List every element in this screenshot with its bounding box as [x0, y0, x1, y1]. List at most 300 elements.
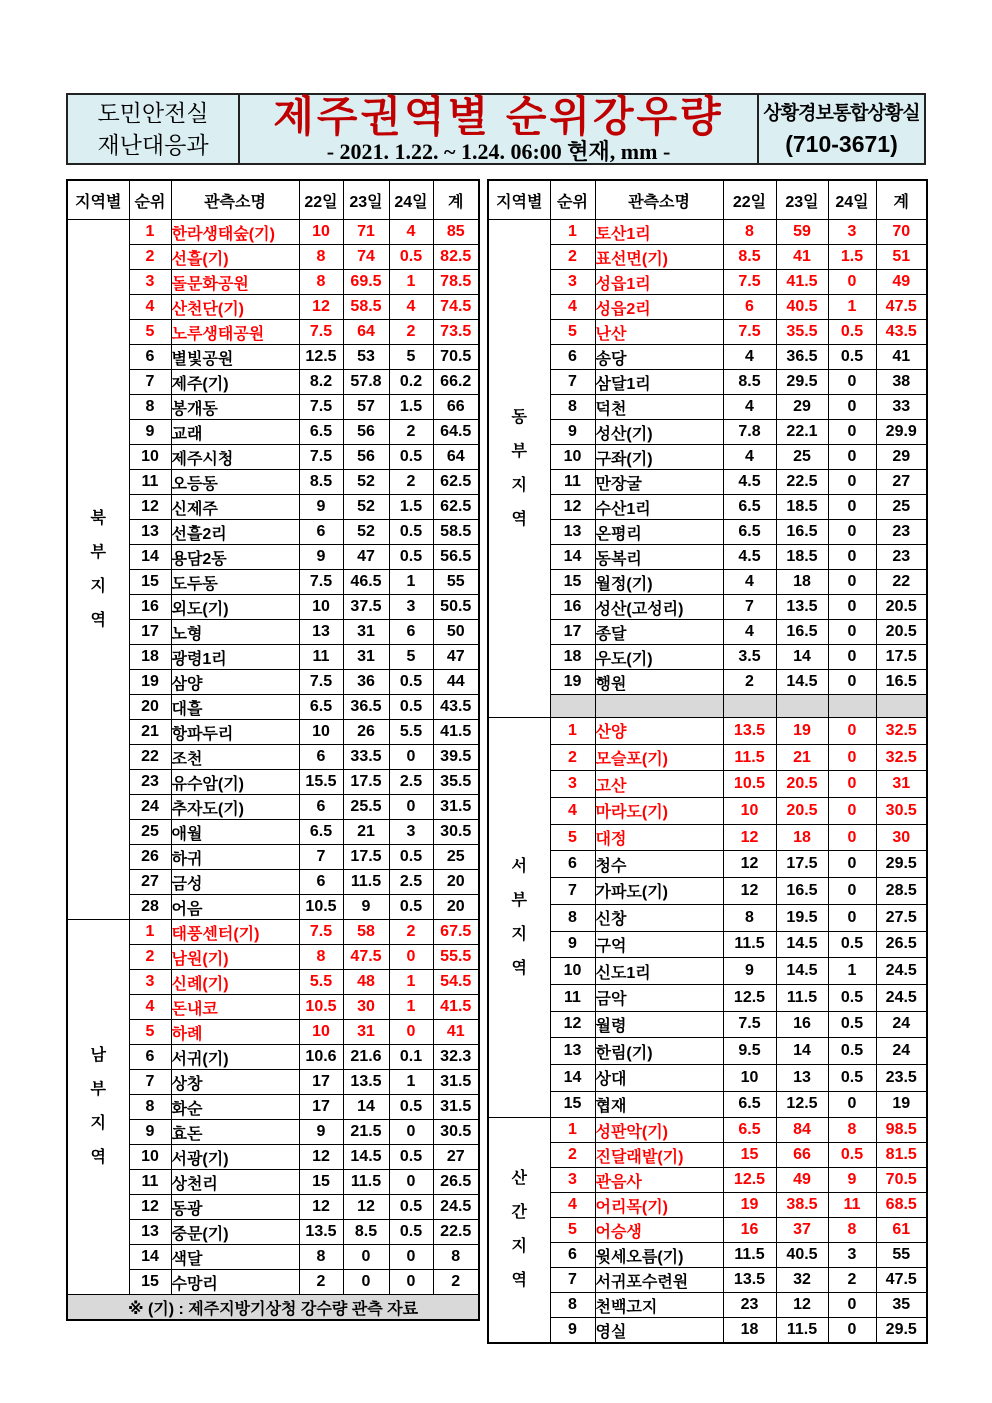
table-row	[488, 1218, 927, 1243]
rank-cell: 7	[550, 878, 595, 905]
table-row	[67, 945, 479, 970]
day22-cell: 8	[299, 270, 343, 295]
total-cell: 85	[433, 220, 479, 245]
table-row	[488, 904, 927, 931]
day22-cell: 9	[723, 958, 776, 985]
station-name-cell: 산천단(기)	[171, 295, 299, 320]
station-name-cell: 협재	[595, 1091, 723, 1118]
day23-cell: 14	[776, 645, 828, 670]
table-row	[488, 445, 927, 470]
day22-cell: 8	[723, 220, 776, 245]
day23-cell: 37	[776, 1218, 828, 1243]
day24-cell: 0	[389, 1020, 433, 1045]
rank-cell: 5	[550, 1218, 595, 1243]
rank-cell: 2	[550, 744, 595, 771]
table-row	[488, 295, 927, 320]
day23-cell: 25	[776, 445, 828, 470]
day23-cell: 17.5	[343, 770, 389, 795]
station-name-cell: 추자도(기)	[171, 795, 299, 820]
day24-cell: 0.5	[389, 670, 433, 695]
table-row	[488, 744, 927, 771]
day23-cell: 18	[776, 570, 828, 595]
day24-cell: 0.5	[389, 695, 433, 720]
day22-cell: 7.5	[299, 320, 343, 345]
station-name-cell: 별빛공원	[171, 345, 299, 370]
day24-cell: 0	[828, 670, 876, 695]
total-cell: 58.5	[433, 520, 479, 545]
region-column-header: 지역별	[488, 180, 550, 220]
day24-cell: 8	[828, 1118, 876, 1143]
day24-cell: 0	[828, 495, 876, 520]
day24-cell: 0	[389, 745, 433, 770]
day22-cell: 11.5	[723, 1243, 776, 1268]
day23-cell: 52	[343, 470, 389, 495]
day22-cell: 7.5	[723, 1011, 776, 1038]
day24-cell: 0	[828, 718, 876, 745]
day22-cell: 7.8	[723, 420, 776, 445]
table-row	[488, 1293, 927, 1318]
day22-cell: 9.5	[723, 1038, 776, 1065]
station-name-cell: 온평리	[595, 520, 723, 545]
rank-cell: 2	[129, 945, 171, 970]
table-row	[67, 995, 479, 1020]
rank-cell: 24	[129, 795, 171, 820]
rank-cell: 9	[129, 420, 171, 445]
total-cell: 8	[433, 1245, 479, 1270]
region-column-header: 지역별	[67, 180, 129, 220]
station-name-cell: 한라생태숲(기)	[171, 220, 299, 245]
total-cell: 29.5	[876, 851, 927, 878]
table-row	[488, 878, 927, 905]
day22-cell: 2	[723, 670, 776, 695]
day24-cell: 0.5	[828, 320, 876, 345]
day23-cell: 21	[343, 820, 389, 845]
day24-cell: 0	[828, 270, 876, 295]
station-name-cell: 유수암(기)	[171, 770, 299, 795]
rank-cell: 1	[129, 920, 171, 945]
total-cell: 68.5	[876, 1193, 927, 1218]
day22-cell: 10.5	[723, 771, 776, 798]
station-name-cell: 성읍2리	[595, 295, 723, 320]
day23-cell: 13.5	[776, 595, 828, 620]
day24-cell: 0	[389, 1245, 433, 1270]
day22-cell: 10	[299, 595, 343, 620]
rank-cell: 2	[129, 245, 171, 270]
day23-cell: 40.5	[776, 295, 828, 320]
total-cell: 22.5	[433, 1220, 479, 1245]
station-name-cell: 외도(기)	[171, 595, 299, 620]
day24-cell: 0.5	[828, 1011, 876, 1038]
day22-cell: 9	[299, 495, 343, 520]
total-cell: 39.5	[433, 745, 479, 770]
day22-cell: 12	[723, 851, 776, 878]
day23-cell: 19.5	[776, 904, 828, 931]
station-name-cell: 노루생태공원	[171, 320, 299, 345]
day23-cell: 41	[776, 245, 828, 270]
table-row	[488, 245, 927, 270]
table-row	[67, 595, 479, 620]
office-name: 상황경보통합상황실	[763, 103, 920, 124]
rank-cell: 3	[550, 1168, 595, 1193]
station-name-cell: 선흘(기)	[171, 245, 299, 270]
total-cell: 70.5	[433, 345, 479, 370]
day22-cell: 13	[299, 620, 343, 645]
day22-cell: 8.5	[723, 370, 776, 395]
day22-cell: 4	[723, 395, 776, 420]
day22-cell: 8	[299, 1245, 343, 1270]
rank-column-header: 순위	[550, 180, 595, 220]
station-name-cell: 조천	[171, 745, 299, 770]
day23-cell: 26	[343, 720, 389, 745]
right-rainfall-table	[487, 179, 928, 1344]
day24-cell: 0	[828, 771, 876, 798]
day23-cell: 36	[343, 670, 389, 695]
day22-cell: 5.5	[299, 970, 343, 995]
total-cell: 29.9	[876, 420, 927, 445]
total-cell: 27	[433, 1145, 479, 1170]
table-row	[488, 495, 927, 520]
total-column-header: 계	[876, 180, 927, 220]
rank-cell: 1	[550, 1118, 595, 1143]
day23-cell: 29.5	[776, 370, 828, 395]
table-row	[488, 370, 927, 395]
total-cell: 20	[433, 895, 479, 920]
day23-cell: 14	[776, 1038, 828, 1065]
day22-cell: 15	[299, 1170, 343, 1195]
table-row	[488, 984, 927, 1011]
table-row	[67, 295, 479, 320]
day24-cell: 1	[828, 958, 876, 985]
day23-column-header: 23일	[343, 180, 389, 220]
rank-cell: 15	[129, 570, 171, 595]
station-name-cell: 돌문화공원	[171, 270, 299, 295]
contact-cell	[757, 95, 924, 163]
table-row	[67, 1195, 479, 1220]
rank-cell: 3	[550, 270, 595, 295]
table-row	[488, 1318, 927, 1344]
day24-cell: 0	[828, 824, 876, 851]
total-cell: 51	[876, 245, 927, 270]
page-subtitle: - 2021. 1.22. ~ 1.24. 06:00 현재, mm -	[326, 139, 671, 164]
rank-cell: 1	[550, 220, 595, 245]
day24-cell: 0	[828, 878, 876, 905]
rank-cell: 9	[550, 420, 595, 445]
table-row	[67, 1270, 479, 1295]
day22-cell: 4	[723, 445, 776, 470]
table-row	[67, 470, 479, 495]
station-name-cell: 송당	[595, 345, 723, 370]
day23-cell: 31	[343, 620, 389, 645]
day23-cell: 13	[776, 1064, 828, 1091]
rank-cell: 3	[550, 771, 595, 798]
total-cell: 82.5	[433, 245, 479, 270]
day22-cell: 7.5	[299, 395, 343, 420]
rank-cell: 1	[550, 718, 595, 745]
table-row	[67, 270, 479, 295]
table-row	[67, 1070, 479, 1095]
station-name-cell: 표선면(기)	[595, 245, 723, 270]
table-row	[67, 895, 479, 920]
total-cell: 19	[876, 1091, 927, 1118]
day22-cell: 7.5	[299, 670, 343, 695]
total-cell: 70	[876, 220, 927, 245]
station-name-cell: 난산	[595, 320, 723, 345]
rank-cell: 7	[129, 370, 171, 395]
day23-cell: 74	[343, 245, 389, 270]
total-cell: 22	[876, 570, 927, 595]
total-cell: 29.5	[876, 1318, 927, 1344]
rank-cell: 2	[550, 245, 595, 270]
org-line1: 도민안전실	[97, 100, 209, 126]
day23-cell: 11.5	[343, 1170, 389, 1195]
rank-cell: 20	[129, 695, 171, 720]
day23-cell: 16.5	[776, 520, 828, 545]
day23-cell: 11.5	[776, 984, 828, 1011]
day23-cell: 64	[343, 320, 389, 345]
station-name-cell: 서귀포수련원	[595, 1268, 723, 1293]
total-cell: 30.5	[433, 1120, 479, 1145]
rank-cell: 3	[129, 270, 171, 295]
total-cell: 30.5	[876, 798, 927, 825]
table-row	[67, 320, 479, 345]
station-name-cell: 청수	[595, 851, 723, 878]
day23-cell: 25.5	[343, 795, 389, 820]
total-cell: 26.5	[433, 1170, 479, 1195]
rank-cell: 12	[129, 1195, 171, 1220]
station-name-cell: 동복리	[595, 545, 723, 570]
total-cell: 74.5	[433, 295, 479, 320]
blank-cell	[723, 695, 776, 718]
total-cell: 32.3	[433, 1045, 479, 1070]
total-cell: 2	[433, 1270, 479, 1295]
station-name-cell: 구억	[595, 931, 723, 958]
rank-cell: 4	[550, 295, 595, 320]
day24-column-header: 24일	[828, 180, 876, 220]
rank-cell: 15	[550, 1091, 595, 1118]
day23-cell: 14.5	[776, 958, 828, 985]
day22-cell: 10.6	[299, 1045, 343, 1070]
day23-cell: 11.5	[343, 870, 389, 895]
day23-cell: 18.5	[776, 495, 828, 520]
station-name-cell: 어음	[171, 895, 299, 920]
total-cell: 31.5	[433, 1070, 479, 1095]
rank-cell: 7	[550, 370, 595, 395]
day23-cell: 12.5	[776, 1091, 828, 1118]
table-row	[67, 1220, 479, 1245]
table-row	[488, 958, 927, 985]
table-row	[67, 245, 479, 270]
rank-cell: 14	[129, 545, 171, 570]
table-row	[67, 1245, 479, 1270]
day22-cell: 19	[723, 1193, 776, 1218]
rank-cell: 1	[129, 220, 171, 245]
total-cell: 26.5	[876, 931, 927, 958]
day24-cell: 1.5	[389, 395, 433, 420]
table-row	[67, 1095, 479, 1120]
total-cell: 64.5	[433, 420, 479, 445]
station-name-cell: 상천리	[171, 1170, 299, 1195]
day22-cell: 10	[723, 1064, 776, 1091]
day24-cell: 0	[828, 645, 876, 670]
day22-cell: 8.5	[723, 245, 776, 270]
rank-cell: 10	[550, 445, 595, 470]
table-row	[488, 1193, 927, 1218]
day23-cell: 59	[776, 220, 828, 245]
day24-cell: 1	[389, 970, 433, 995]
rank-cell: 7	[129, 1070, 171, 1095]
table-row	[488, 1011, 927, 1038]
table-row	[488, 718, 927, 745]
rank-cell: 14	[129, 1245, 171, 1270]
station-name-cell: 중문(기)	[171, 1220, 299, 1245]
day23-cell: 56	[343, 445, 389, 470]
rank-cell: 4	[550, 798, 595, 825]
table-row	[488, 931, 927, 958]
day24-cell: 0.5	[828, 984, 876, 1011]
total-cell: 43.5	[433, 695, 479, 720]
day22-cell: 6	[723, 295, 776, 320]
rank-cell: 26	[129, 845, 171, 870]
day22-cell: 23	[723, 1293, 776, 1318]
station-name-cell: 어승생	[595, 1218, 723, 1243]
total-cell: 23.5	[876, 1064, 927, 1091]
day23-cell: 40.5	[776, 1243, 828, 1268]
day23-cell: 14.5	[343, 1145, 389, 1170]
day24-cell: 2	[389, 470, 433, 495]
station-name-cell: 천백고지	[595, 1293, 723, 1318]
day22-cell: 15.5	[299, 770, 343, 795]
day24-cell: 0.5	[389, 895, 433, 920]
day23-cell: 32	[776, 1268, 828, 1293]
rank-cell: 9	[129, 1120, 171, 1145]
day24-cell: 1	[828, 295, 876, 320]
table-row	[488, 1243, 927, 1268]
station-column-header: 관측소명	[171, 180, 299, 220]
total-cell: 29	[876, 445, 927, 470]
day22-cell: 11	[299, 645, 343, 670]
day23-cell: 21.6	[343, 1045, 389, 1070]
day22-cell: 13.5	[723, 718, 776, 745]
rank-cell: 14	[550, 1064, 595, 1091]
day24-cell: 0.5	[828, 1143, 876, 1168]
day23-cell: 46.5	[343, 570, 389, 595]
day22-cell: 6.5	[723, 495, 776, 520]
station-name-cell: 제주(기)	[171, 370, 299, 395]
rank-cell: 8	[129, 1095, 171, 1120]
station-name-cell: 서광(기)	[171, 1145, 299, 1170]
rank-cell: 15	[129, 1270, 171, 1295]
table-header-row	[488, 180, 927, 220]
day24-cell: 6	[389, 620, 433, 645]
day23-cell: 9	[343, 895, 389, 920]
table-row	[488, 1038, 927, 1065]
total-cell: 43.5	[876, 320, 927, 345]
total-cell: 25	[433, 845, 479, 870]
day22-cell: 4	[723, 570, 776, 595]
table-row	[488, 1268, 927, 1293]
day24-cell: 3	[389, 820, 433, 845]
blank-cell	[595, 695, 723, 718]
title-cell	[240, 95, 757, 163]
day22-cell: 9	[299, 545, 343, 570]
day22-cell: 13.5	[723, 1268, 776, 1293]
day23-cell: 29	[776, 395, 828, 420]
day23-cell: 12	[343, 1195, 389, 1220]
day24-cell: 0	[828, 851, 876, 878]
day24-cell: 5	[389, 645, 433, 670]
total-cell: 54.5	[433, 970, 479, 995]
table-row	[488, 1091, 927, 1118]
station-name-cell: 토산1리	[595, 220, 723, 245]
day23-cell: 35.5	[776, 320, 828, 345]
org-line2: 재난대응과	[97, 132, 209, 158]
day24-cell: 0	[828, 620, 876, 645]
station-name-cell: 상창	[171, 1070, 299, 1095]
region-label: 북부지역	[67, 220, 129, 920]
day23-cell: 38.5	[776, 1193, 828, 1218]
total-cell: 62.5	[433, 470, 479, 495]
day24-cell: 0.5	[828, 1038, 876, 1065]
table-row	[67, 845, 479, 870]
rank-cell: 28	[129, 895, 171, 920]
day23-cell: 0	[343, 1270, 389, 1295]
day23-cell: 12	[776, 1293, 828, 1318]
day22-cell: 10	[299, 220, 343, 245]
day24-cell: 4	[389, 295, 433, 320]
station-name-cell: 우도(기)	[595, 645, 723, 670]
station-name-cell: 신례(기)	[171, 970, 299, 995]
blank-cell	[550, 695, 595, 718]
table-row	[488, 620, 927, 645]
table-row	[488, 645, 927, 670]
day22-cell: 10.5	[299, 995, 343, 1020]
total-cell: 27	[876, 470, 927, 495]
day24-cell: 0	[828, 520, 876, 545]
day22-cell: 17	[299, 1095, 343, 1120]
day24-cell: 3	[828, 220, 876, 245]
station-name-cell: 만장굴	[595, 470, 723, 495]
day22-cell: 12.5	[723, 1168, 776, 1193]
day22-cell: 8.2	[299, 370, 343, 395]
day23-cell: 0	[343, 1245, 389, 1270]
day24-cell: 0	[828, 420, 876, 445]
blank-cell	[776, 695, 828, 718]
total-cell: 56.5	[433, 545, 479, 570]
day24-cell: 0.5	[389, 520, 433, 545]
day22-cell: 6.5	[299, 695, 343, 720]
rank-cell: 9	[550, 931, 595, 958]
day24-cell: 2	[828, 1268, 876, 1293]
total-cell: 35.5	[433, 770, 479, 795]
day24-cell: 0.5	[389, 1195, 433, 1220]
total-cell: 81.5	[876, 1143, 927, 1168]
day23-cell: 56	[343, 420, 389, 445]
rank-cell: 11	[550, 470, 595, 495]
day22-cell: 8	[299, 245, 343, 270]
table-row	[488, 771, 927, 798]
day24-cell: 0	[828, 904, 876, 931]
day22-cell: 7.5	[299, 920, 343, 945]
rank-cell: 19	[129, 670, 171, 695]
table-row	[67, 220, 479, 245]
day22-cell: 12	[299, 1145, 343, 1170]
day24-cell: 0.1	[389, 1045, 433, 1070]
rank-cell: 25	[129, 820, 171, 845]
station-name-cell: 성산(고성리)	[595, 595, 723, 620]
station-name-cell: 수산1리	[595, 495, 723, 520]
day23-cell: 16	[776, 1011, 828, 1038]
day23-cell: 16.5	[776, 620, 828, 645]
